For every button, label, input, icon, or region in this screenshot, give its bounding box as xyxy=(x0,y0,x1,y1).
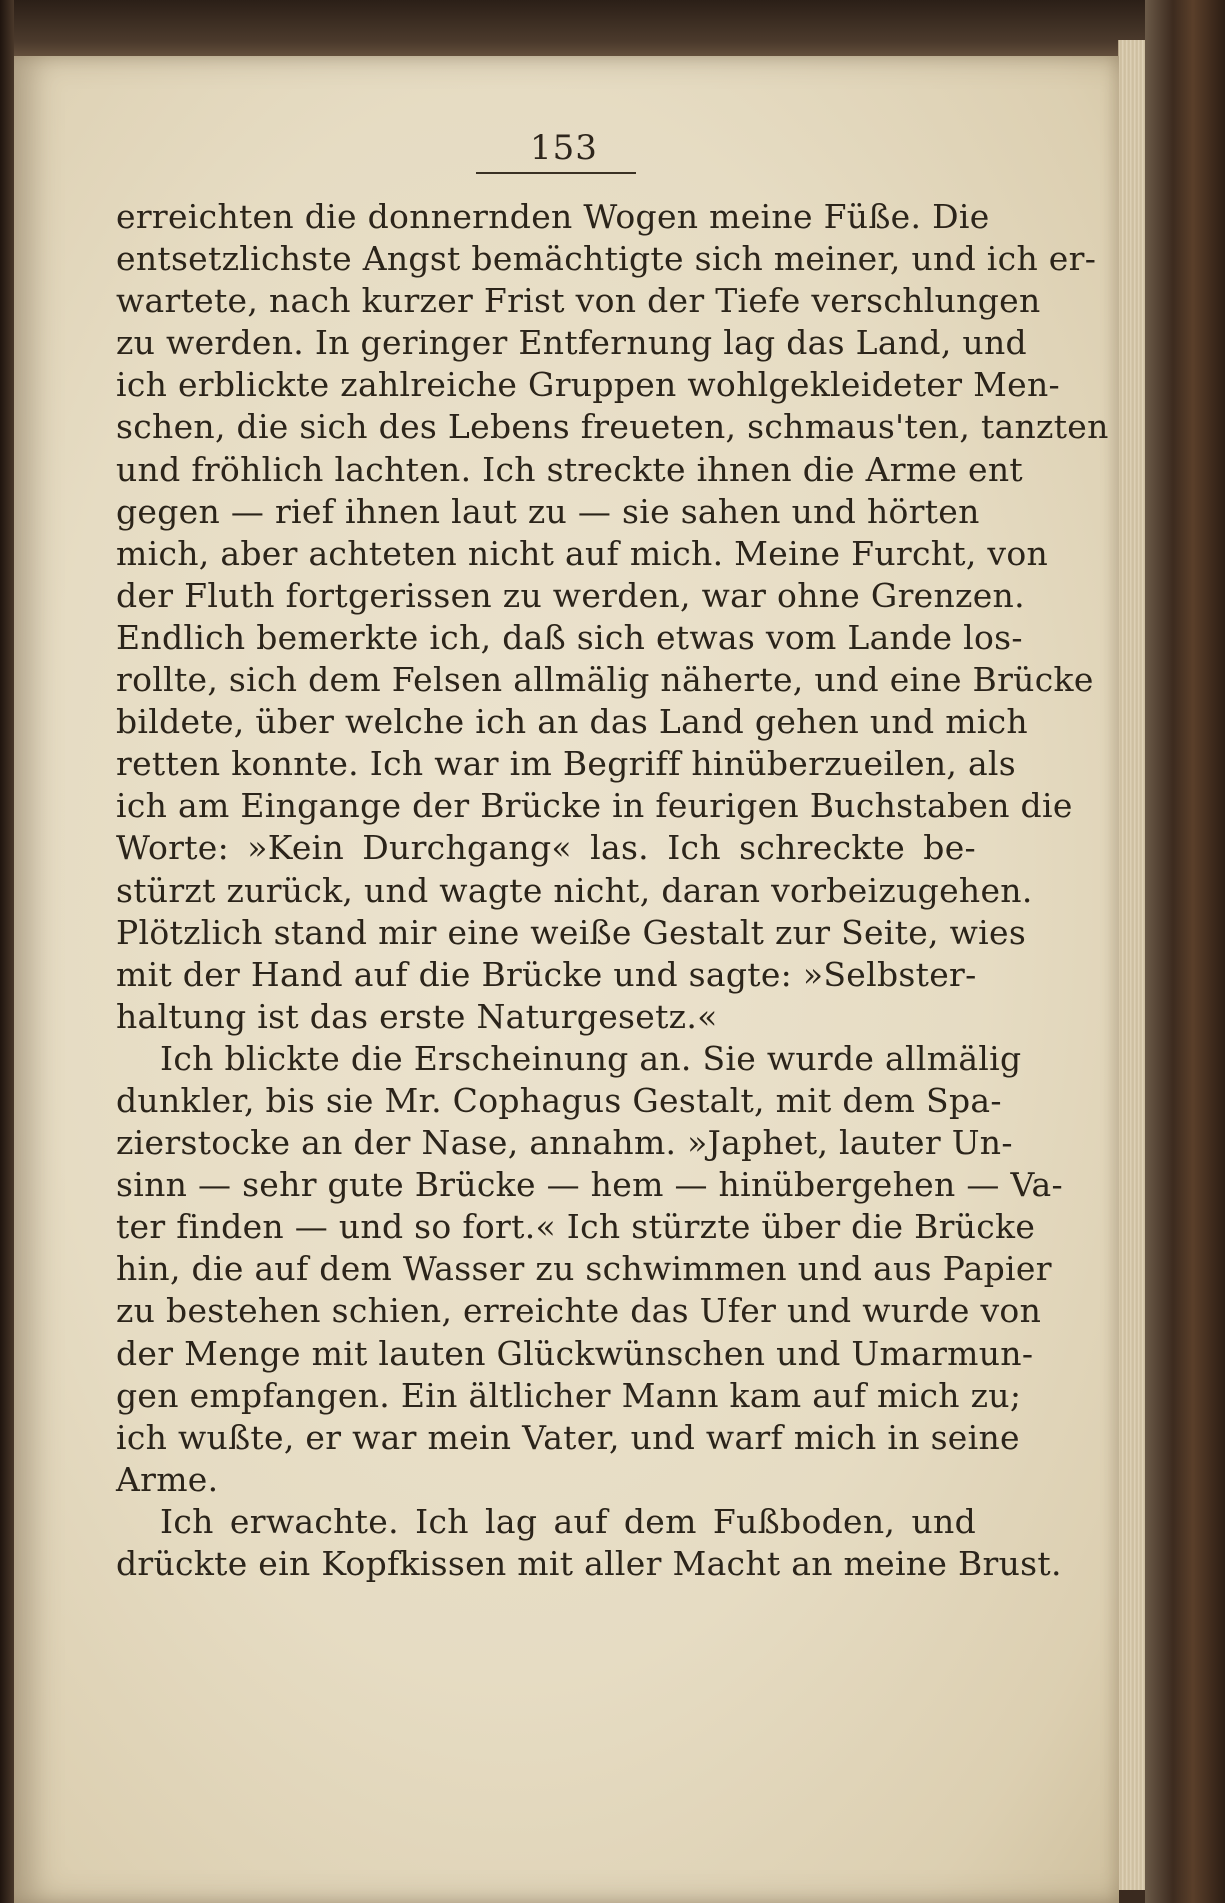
text-line: Endlich bemerkte ich, daß sich etwas vom Lande los- xyxy=(116,617,1023,657)
text-line: ich am Eingange der Brücke in feurigen Buchstaben die xyxy=(116,786,1073,826)
text-line: Worte: »Kein Durchgang« las. Ich schreckte be- xyxy=(116,828,976,868)
text-line: mich, aber achteten nicht auf mich. Meine Furcht, von xyxy=(116,533,1049,573)
page-number: 153 xyxy=(530,128,598,168)
text-line: schen, die sich des Lebens freueten, schmaus'ten, tanzten xyxy=(116,407,1109,447)
text-line: stürzt zurück, und wagte nicht, daran vorbeizugehen. xyxy=(116,870,1033,910)
text-line: Ich blickte die Erscheinung an. Sie wurde allmälig xyxy=(160,1038,1022,1078)
text-line: der Fluth fortgerissen zu werden, war ohne Grenzen. xyxy=(116,575,1025,615)
text-line: drückte ein Kopfkissen mit aller Macht an meine Brust. xyxy=(116,1544,1062,1583)
text-line: bildete, über welche ich an das Land gehen und mich xyxy=(116,702,1028,742)
text-line: Arme. xyxy=(116,1459,219,1499)
text-line: und fröhlich lachten. Ich streckte ihnen die Arme ent xyxy=(116,449,1023,489)
text-line: sinn — sehr gute Brücke — hem — hinübergehen — Va- xyxy=(116,1165,1063,1205)
text-line: ich erblickte zahlreiche Gruppen wohlgekleideter Men- xyxy=(116,365,1061,405)
book-page xyxy=(14,56,1119,1903)
text-line: hin, die auf dem Wasser zu schwimmen und aus Papier xyxy=(116,1249,1052,1289)
text-line: Ich erwachte. Ich lag auf dem Fußboden, und xyxy=(160,1501,976,1541)
text-line: Plötzlich stand mir eine weiße Gestalt zur Seite, wies xyxy=(116,912,1027,952)
text-line: zu werden. In geringer Entfernung lag das Land, und xyxy=(116,323,1027,363)
text-line: der Menge mit lauten Glückwünschen und Umarmun- xyxy=(116,1333,1034,1373)
scan-top-edge xyxy=(0,0,1225,60)
header-rule xyxy=(476,172,636,174)
text-line: gegen — rief ihnen laut zu — sie sahen und hörten xyxy=(116,491,980,531)
text-line: haltung ist das erste Naturgesetz.« xyxy=(116,996,718,1036)
text-line: dunkler, bis sie Mr. Cophagus Gestalt, mit dem Spa- xyxy=(116,1080,1002,1120)
text-line: ter finden — und so fort.« Ich stürzte über die Brücke xyxy=(116,1207,1036,1247)
text-line: rollte, sich dem Felsen allmälig näherte, und eine Brücke xyxy=(116,660,1094,700)
book-cover-edge xyxy=(1145,0,1225,1903)
text-line: erreichten die donnernden Wogen meine Füße. Die xyxy=(116,197,990,236)
text-line: ich wußte, er war mein Vater, und warf mich in seine xyxy=(116,1417,1020,1457)
text-line: gen empfangen. Ein ältlicher Mann kam auf mich zu; xyxy=(116,1375,1022,1415)
text-line: entsetzlichste Angst bemächtigte sich meiner, und ich er- xyxy=(116,239,1097,279)
body-text xyxy=(116,196,1109,1585)
text-line: wartete, nach kurzer Frist von der Tiefe verschlungen xyxy=(116,281,1041,321)
text-line: zierstocke an der Nase, annahm. »Japhet, lauter Un- xyxy=(116,1123,1013,1163)
text-line: retten konnte. Ich war im Begriff hinüberzueilen, als xyxy=(116,744,1017,784)
text-line: zu bestehen schien, erreichte das Ufer und wurde von xyxy=(116,1291,1042,1331)
book-binding xyxy=(0,0,14,1903)
text-line: mit der Hand auf die Brücke und sagte: »Selbster- xyxy=(116,954,977,994)
page-edges xyxy=(1118,40,1145,1890)
